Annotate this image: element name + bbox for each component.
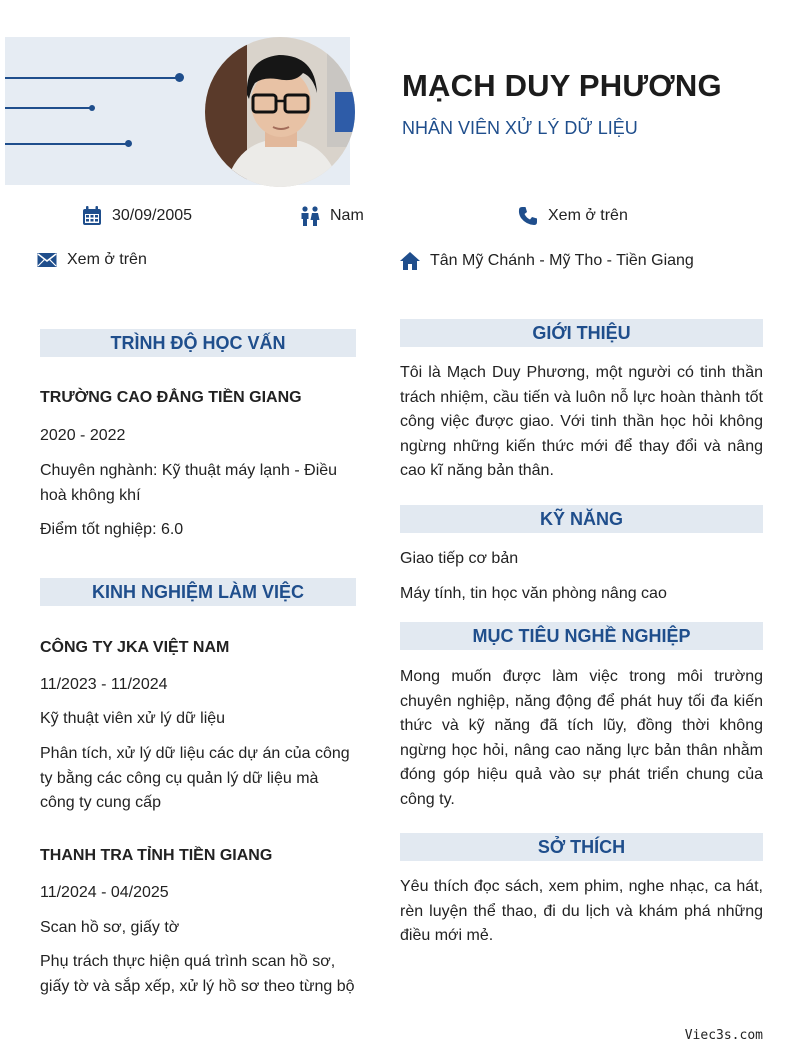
gender-icon bbox=[300, 206, 320, 226]
intro-heading: GIỚI THIỆU bbox=[400, 319, 763, 347]
home-icon bbox=[400, 251, 420, 271]
job-period: 11/2024 - 04/2025 bbox=[40, 884, 169, 901]
gender-value: Nam bbox=[330, 207, 364, 224]
education-major: Chuyên nghành: Kỹ thuật máy lạnh - Điều hoà không khí bbox=[40, 462, 338, 504]
envelope-icon bbox=[37, 252, 57, 268]
decorative-dot bbox=[175, 73, 184, 82]
job-company: CÔNG TY JKA VIỆT NAM bbox=[40, 639, 230, 656]
job-title: NHÂN VIÊN XỬ LÝ DỮ LIỆU bbox=[402, 118, 638, 138]
address-item bbox=[400, 251, 694, 271]
birthdate-item bbox=[82, 206, 192, 226]
decorative-line bbox=[5, 107, 91, 109]
candidate-name: MẠCH DUY PHƯƠNG bbox=[402, 68, 722, 103]
intro-text: Tôi là Mạch Duy Phương, một người có tinh thần trách nhiệm, cầu tiến và luôn nỗ lực hoàn thành tốt công việc được giao. Với tinh thần học hỏi không ngừng những kiến thức mới để thay đổi và nâng cao kĩ năng bản thân. bbox=[400, 364, 763, 479]
objective-heading: MỤC TIÊU NGHỀ NGHIỆP bbox=[400, 622, 763, 650]
phone-value: Xem ở trên bbox=[548, 207, 628, 224]
email-value: Xem ở trên bbox=[67, 251, 147, 268]
education-period: 2020 - 2022 bbox=[40, 427, 126, 444]
decorative-line bbox=[5, 143, 128, 145]
objective-text: Mong muốn được làm việc trong môi trường chuyên nghiệp, năng động để phát huy tối đa kiến thức và kỹ năng đã tích lũy, đồng thời không ngừng học hỏi, nâng cao năng lực bản thân nhằm đóng góp hiệu quả vào sự phát triển chung của công ty. bbox=[400, 668, 763, 808]
skills-heading: KỸ NĂNG bbox=[400, 505, 763, 533]
job-position: Scan hồ sơ, giấy tờ bbox=[40, 919, 180, 936]
job-description: Phân tích, xử lý dữ liệu các dự án của công ty bằng các công cụ quản lý dữ liệu mà công ty cung cấp bbox=[40, 745, 350, 811]
school-name: TRƯỜNG CAO ĐẲNG TIỀN GIANG bbox=[40, 389, 302, 406]
decorative-dot bbox=[125, 140, 132, 147]
skill-item: Máy tính, tin học văn phòng nâng cao bbox=[400, 585, 667, 602]
job-position: Kỹ thuật viên xử lý dữ liệu bbox=[40, 710, 226, 727]
email-item bbox=[37, 251, 147, 269]
hobbies-text: Yêu thích đọc sách, xem phim, nghe nhạc, ca hát, rèn luyện thể thao, đi du lịch và khám phá những điều mới mẻ. bbox=[400, 878, 763, 944]
education-heading: TRÌNH ĐỘ HỌC VẤN bbox=[40, 329, 356, 357]
job-description: Phụ trách thực hiện quá trình scan hồ sơ, giấy tờ và sắp xếp, xử lý hồ sơ theo từng bộ bbox=[40, 953, 355, 995]
education-grade: Điểm tốt nghiệp: 6.0 bbox=[40, 521, 184, 538]
phone-icon bbox=[518, 206, 538, 226]
calendar-icon bbox=[82, 206, 102, 226]
gender-item bbox=[300, 206, 364, 226]
job-company: THANH TRA TỈNH TIỀN GIANG bbox=[40, 847, 273, 864]
experience-heading: KINH NGHIỆM LÀM VIỆC bbox=[40, 578, 356, 606]
birthdate-value: 30/09/2005 bbox=[112, 207, 193, 224]
decorative-dot bbox=[89, 105, 95, 111]
hobbies-heading: SỞ THÍCH bbox=[400, 833, 763, 861]
address-value: Tân Mỹ Chánh - Mỹ Tho - Tiền Giang bbox=[430, 252, 694, 269]
job-period: 11/2023 - 11/2024 bbox=[40, 676, 168, 693]
skill-item: Giao tiếp cơ bản bbox=[400, 550, 519, 567]
decorative-line bbox=[5, 77, 179, 79]
phone-item bbox=[518, 206, 628, 226]
profile-photo bbox=[205, 37, 355, 187]
watermark: Viec3s.com bbox=[684, 1028, 763, 1043]
